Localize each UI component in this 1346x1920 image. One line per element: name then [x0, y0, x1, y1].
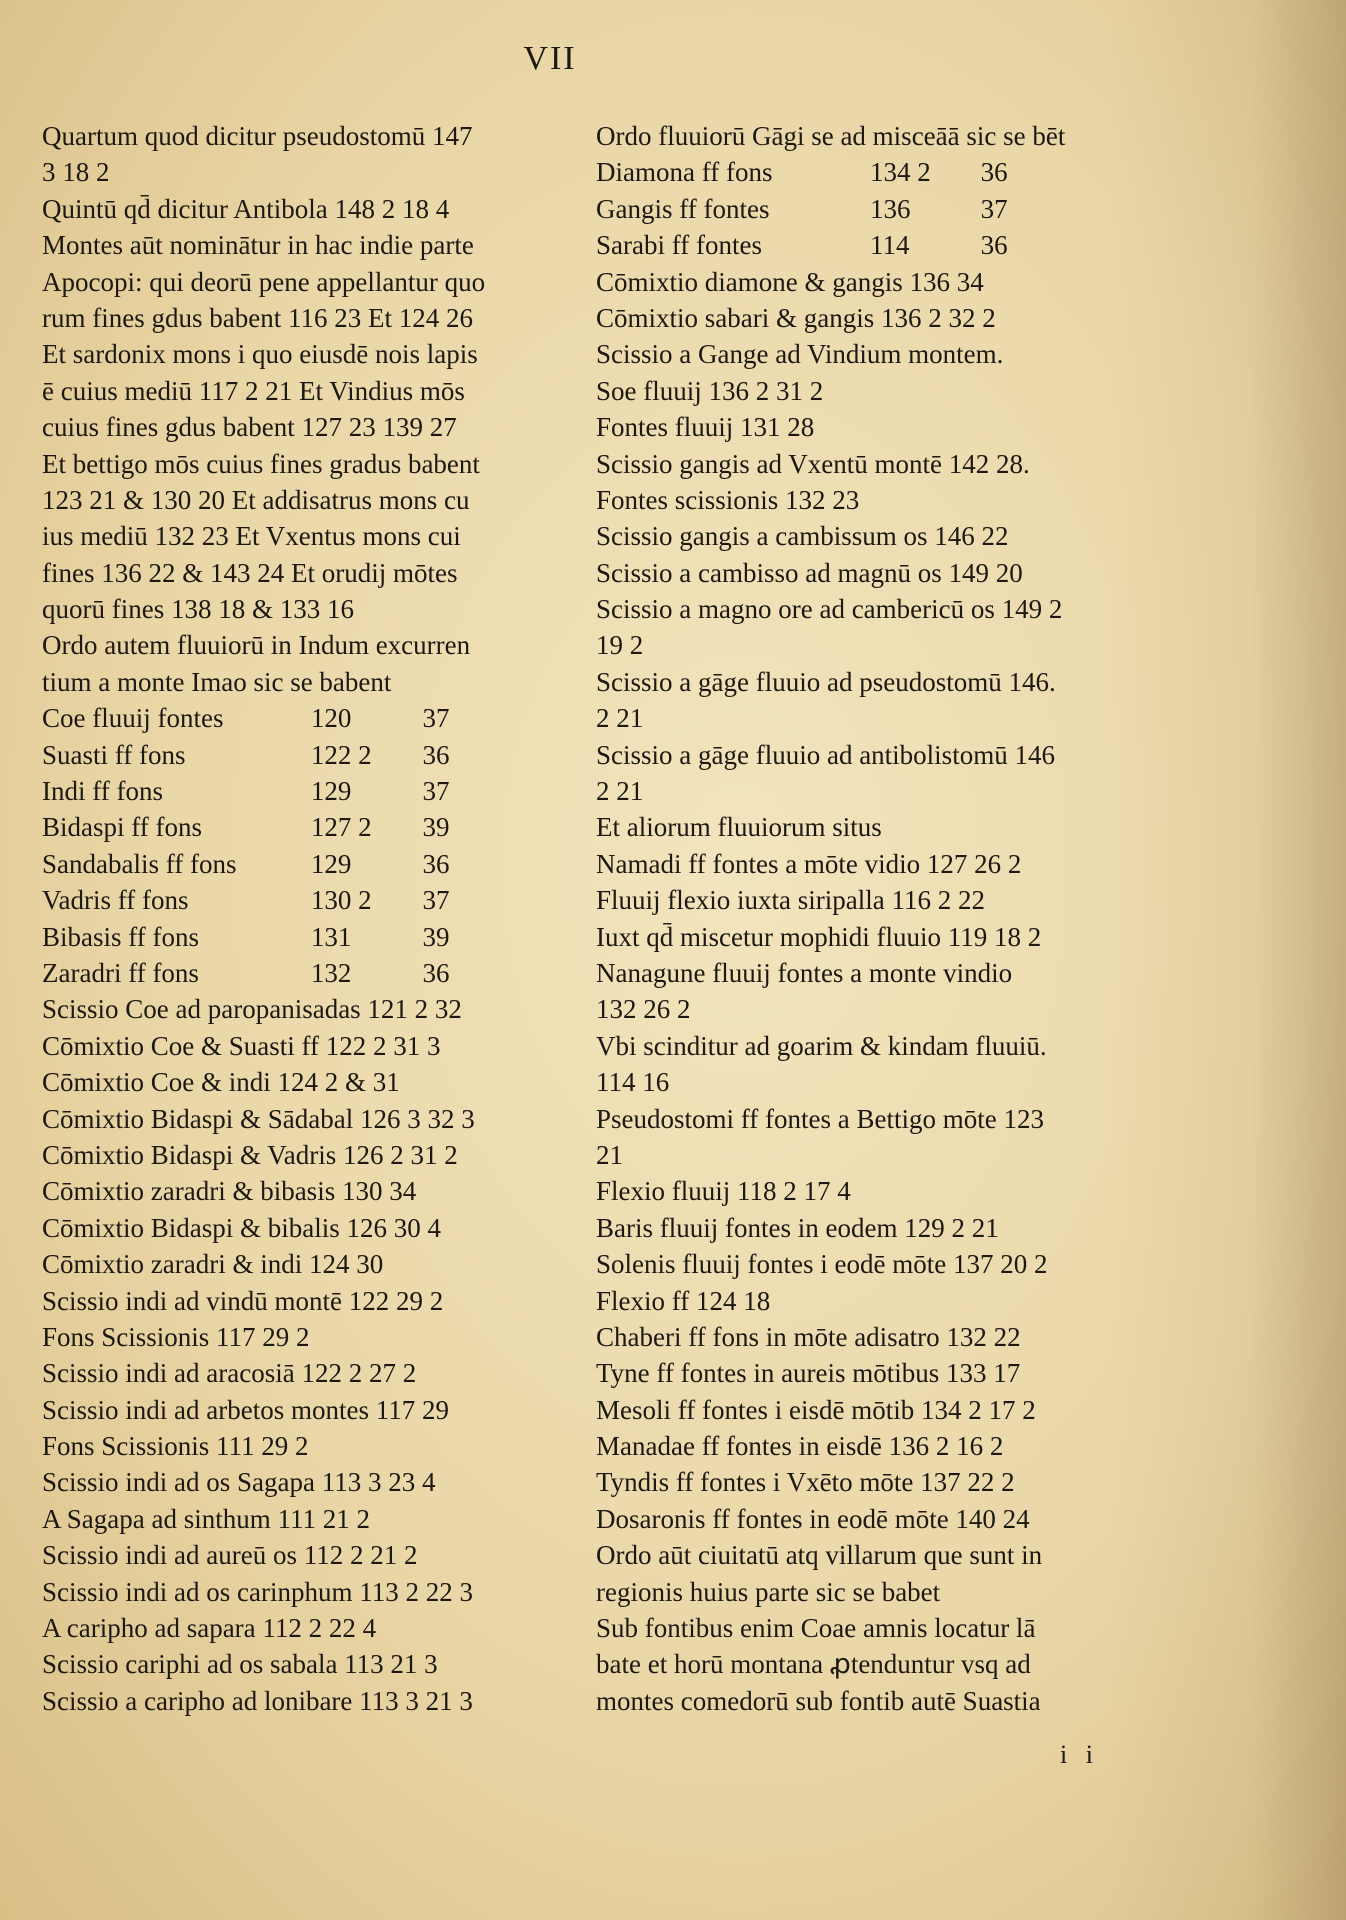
coordinate-a: 136 [870, 193, 911, 224]
text-line: Mesoli ff fontes i eisdē mōtib 134 2 17 2 [596, 1394, 1036, 1425]
text-line: 21 [596, 1139, 623, 1170]
table-row [42, 737, 542, 773]
coordinate-c [502, 700, 542, 736]
text-line: Cōmixtio Bidaspi & Sādabal 126 3 32 3 [42, 1103, 475, 1134]
text-line: Cōmixtio Coe & indi 124 2 & 31 [42, 1067, 400, 1098]
text-line: Scissio gangis ad Vxentū montē 142 28. [596, 448, 1030, 479]
text-line: Scissio a gāge fluuio ad pseudostomū 146. [596, 666, 1056, 697]
text-line: 3 18 2 [42, 157, 110, 188]
river-name: Coe fluuij fontes [42, 703, 224, 734]
river-name: Zaradri ff fons [42, 957, 199, 988]
text-line: Scissio indi ad arbetos montes 117 29 [42, 1394, 449, 1425]
text-line: Cōmixtio zaradri & indi 124 30 [42, 1249, 384, 1280]
text-line: Quartum quod dicitur pseudostomū 147 [42, 121, 473, 151]
coordinate-c [502, 882, 542, 918]
text-line: Dosaronis ff fontes in eodē mōte 140 24 [596, 1503, 1030, 1534]
coordinate-c [502, 809, 542, 845]
text-line: A Sagapa ad sinthum 111 21 2 [42, 1503, 370, 1534]
coordinate-b: 39 [422, 812, 450, 843]
text-line: Scissio a cambisso ad magnū os 149 20 [596, 557, 1023, 588]
text-line: Tyndis ff fontes i Vxēto mōte 137 22 2 [596, 1467, 1015, 1498]
text-line: Iuxt qd̄ miscetur mophidi fluuio 119 18 2 [596, 921, 1042, 952]
text-line: Et bettigo mōs cuius fines gradus babent [42, 448, 480, 479]
coordinate-a: 122 2 [310, 739, 372, 770]
text-line: Scissio a magno ore ad cambericū os 149 2 [596, 594, 1063, 625]
text-line: Scissio cariphi ad os sabala 113 21 3 [42, 1649, 438, 1680]
text-line: Fons Scissionis 111 29 2 [42, 1431, 309, 1462]
river-name: Sandabalis ff fons [42, 848, 237, 879]
table-row [42, 700, 542, 736]
text-line: Scissio gangis a cambissum os 146 22 [596, 521, 1009, 552]
table-row [596, 154, 1096, 190]
left-column [42, 118, 542, 1719]
table-row [596, 227, 1096, 263]
text-line: Scissio indi ad vindū montē 122 29 2 [42, 1285, 444, 1316]
coordinate-a: 132 [310, 957, 352, 988]
coordinate-a: 130 2 [310, 885, 372, 916]
text-line: Scissio indi ad os Sagapa 113 3 23 4 [42, 1467, 436, 1498]
text-line: Cōmixtio Coe & Suasti ff 122 2 31 3 [42, 1030, 441, 1061]
river-name: Indi ff fons [42, 776, 163, 807]
text-line: cuius fines gdus babent 127 23 139 27 [42, 412, 457, 443]
coordinate-c [1058, 154, 1096, 190]
text-line: 114 16 [596, 1067, 670, 1098]
text-line: Scissio a caripho ad lonibare 113 3 21 3 [42, 1685, 473, 1716]
text-line: Baris fluuij fontes in eodem 129 2 21 [596, 1212, 999, 1243]
coordinate-a: 129 [310, 776, 352, 807]
coordinate-b: 36 [980, 157, 1008, 188]
text-line: Ordo autem fluuiorū in Indum excurren [42, 630, 471, 661]
text-line: Ordo aūt ciuitatū atq villarum que sunt in [596, 1540, 1043, 1571]
table-row [596, 191, 1096, 227]
text-line: Fontes fluuij 131 28 [596, 412, 815, 443]
text-line: Vbi scinditur ad goarim & kindam fluuiū. [596, 1030, 1047, 1061]
text-line: 19 2 [596, 630, 644, 661]
coordinate-b: 37 [980, 193, 1008, 224]
table-row [42, 773, 542, 809]
text-line: A caripho ad sapara 112 2 22 4 [42, 1613, 377, 1644]
coordinate-a: 120 [310, 703, 352, 734]
text-line: 2 21 [596, 776, 644, 807]
text-line: Scissio indi ad aracosiā 122 2 27 2 [42, 1358, 417, 1389]
text-line: quorū fines 138 18 & 133 16 [42, 594, 354, 625]
text-line: 2 21 [596, 703, 644, 734]
text-line: bate et horū montana ꝓtenduntur vsq ad [596, 1649, 1031, 1680]
coordinate-b: 36 [980, 230, 1008, 261]
coordinate-c [1058, 227, 1096, 263]
text-line: Cōmixtio sabari & gangis 136 2 32 2 [596, 302, 996, 333]
text-line: Chaberi ff fons in mōte adisatro 132 22 [596, 1321, 1021, 1352]
river-name: Diamona ff fons [596, 157, 773, 188]
table-row [42, 955, 542, 991]
text-line: Cōmixtio diamone & gangis 136 34 [596, 266, 984, 297]
right-column [596, 118, 1096, 1719]
coordinate-b: 37 [422, 776, 450, 807]
text-line: Fluuij flexio iuxta siripalla 116 2 22 [596, 885, 985, 916]
text-line: Manadae ff fontes in eisdē 136 2 16 2 [596, 1431, 1004, 1462]
text-line: Scissio indi ad os carinphum 113 2 22 3 [42, 1576, 473, 1607]
coordinate-c [502, 919, 542, 955]
table-row [42, 882, 542, 918]
text-line: Quintū qd̄ dicitur Antibola 148 2 18 4 [42, 193, 450, 224]
river-name: Suasti ff fons [42, 739, 186, 770]
text-line: Flexio fluuij 118 2 17 4 [596, 1176, 851, 1207]
folio-number: VII [523, 40, 577, 77]
table-row [42, 919, 542, 955]
text-line: regionis huius parte sic se babet [596, 1576, 941, 1607]
river-name: Sarabi ff fontes [596, 230, 762, 261]
coordinate-b: 39 [422, 921, 450, 952]
text-line: Apocopi: qui deorū pene appellantur quo [42, 266, 486, 297]
text-line: Scissio Coe ad paropanisadas 121 2 32 [42, 994, 462, 1025]
text-line: Sub fontibus enim Coae amnis locatur lā [596, 1613, 1036, 1644]
coordinate-c [502, 773, 542, 809]
coordinate-c [502, 737, 542, 773]
text-line: Scissio a gāge fluuio ad antibolistomū 146 [596, 739, 1055, 770]
river-name: Vadris ff fons [42, 885, 189, 916]
coordinate-a: 127 2 [310, 812, 372, 843]
river-name: Bibasis ff fons [42, 921, 200, 952]
river-name: Gangis ff fontes [596, 193, 770, 224]
text-line: 123 21 & 130 20 Et addisatrus mons cu [42, 484, 470, 515]
text-line: Solenis fluuij fontes i eodē mōte 137 20 2 [596, 1249, 1048, 1280]
text-line: tium a monte Imao sic se babent [42, 666, 392, 697]
text-line: Et aliorum fluuiorum situs [596, 812, 882, 843]
text-line: Fontes scissionis 132 23 [596, 484, 860, 515]
coordinate-a: 129 [310, 848, 352, 879]
text-line: Fons Scissionis 117 29 2 [42, 1321, 310, 1352]
text-line: Namadi ff fontes a mōte vidio 127 26 2 [596, 848, 1022, 879]
text-line: Montes aūt nominātur in hac indie parte [42, 230, 474, 261]
coordinate-b: 36 [422, 957, 450, 988]
coordinate-b: 36 [422, 848, 450, 879]
coordinate-c [502, 955, 542, 991]
coordinate-b: 36 [422, 739, 450, 770]
text-line: Et sardonix mons i quo eiusdē nois lapis [42, 339, 478, 370]
text-line: fines 136 22 & 143 24 Et orudij mōtes [42, 557, 458, 588]
text-line: 132 26 2 [596, 994, 691, 1025]
text-line: Scissio indi ad aureū os 112 2 21 2 [42, 1540, 418, 1571]
river-name: Bidaspi ff fons [42, 812, 202, 843]
text-line: Tyne ff fontes in aureis mōtibus 133 17 [596, 1358, 1021, 1389]
coordinate-a: 134 2 [870, 157, 931, 188]
signature-mark: i i [1060, 1740, 1099, 1769]
coordinate-c [502, 846, 542, 882]
table-row [42, 809, 542, 845]
text-line: Cōmixtio Bidaspi & bibalis 126 30 4 [42, 1212, 442, 1243]
text-line: Flexio ff 124 18 [596, 1285, 771, 1316]
text-line: ius mediū 132 23 Et Vxentus mons cui [42, 521, 461, 552]
coordinate-a: 131 [310, 921, 352, 952]
text-line: Pseudostomi ff fontes a Bettigo mōte 123 [596, 1103, 1044, 1134]
text-line: Scissio a Gange ad Vindium montem. [596, 339, 1004, 370]
coordinate-a: 114 [870, 230, 910, 261]
coordinate-c [1058, 191, 1096, 227]
text-line: Ordo fluuiorū Gāgi se ad misceāā sic se bēt [596, 121, 1066, 151]
text-line: Cōmixtio zaradri & bibasis 130 34 [42, 1176, 417, 1207]
table-row [42, 846, 542, 882]
text-line: rum fines gdus babent 116 23 Et 124 26 [42, 302, 473, 333]
coordinate-b: 37 [422, 885, 450, 916]
text-line: Nanagune fluuij fontes a monte vindio [596, 957, 1013, 988]
text-line: ē cuius mediū 117 2 21 Et Vindius mōs [42, 375, 465, 406]
coordinate-b: 37 [422, 703, 450, 734]
text-line: montes comedorū sub fontib autē Suastia [596, 1685, 1041, 1716]
text-line: Soe fluuij 136 2 31 2 [596, 375, 824, 406]
page-edge-shadow [1106, 0, 1346, 1920]
text-line: Cōmixtio Bidaspi & Vadris 126 2 31 2 [42, 1139, 458, 1170]
